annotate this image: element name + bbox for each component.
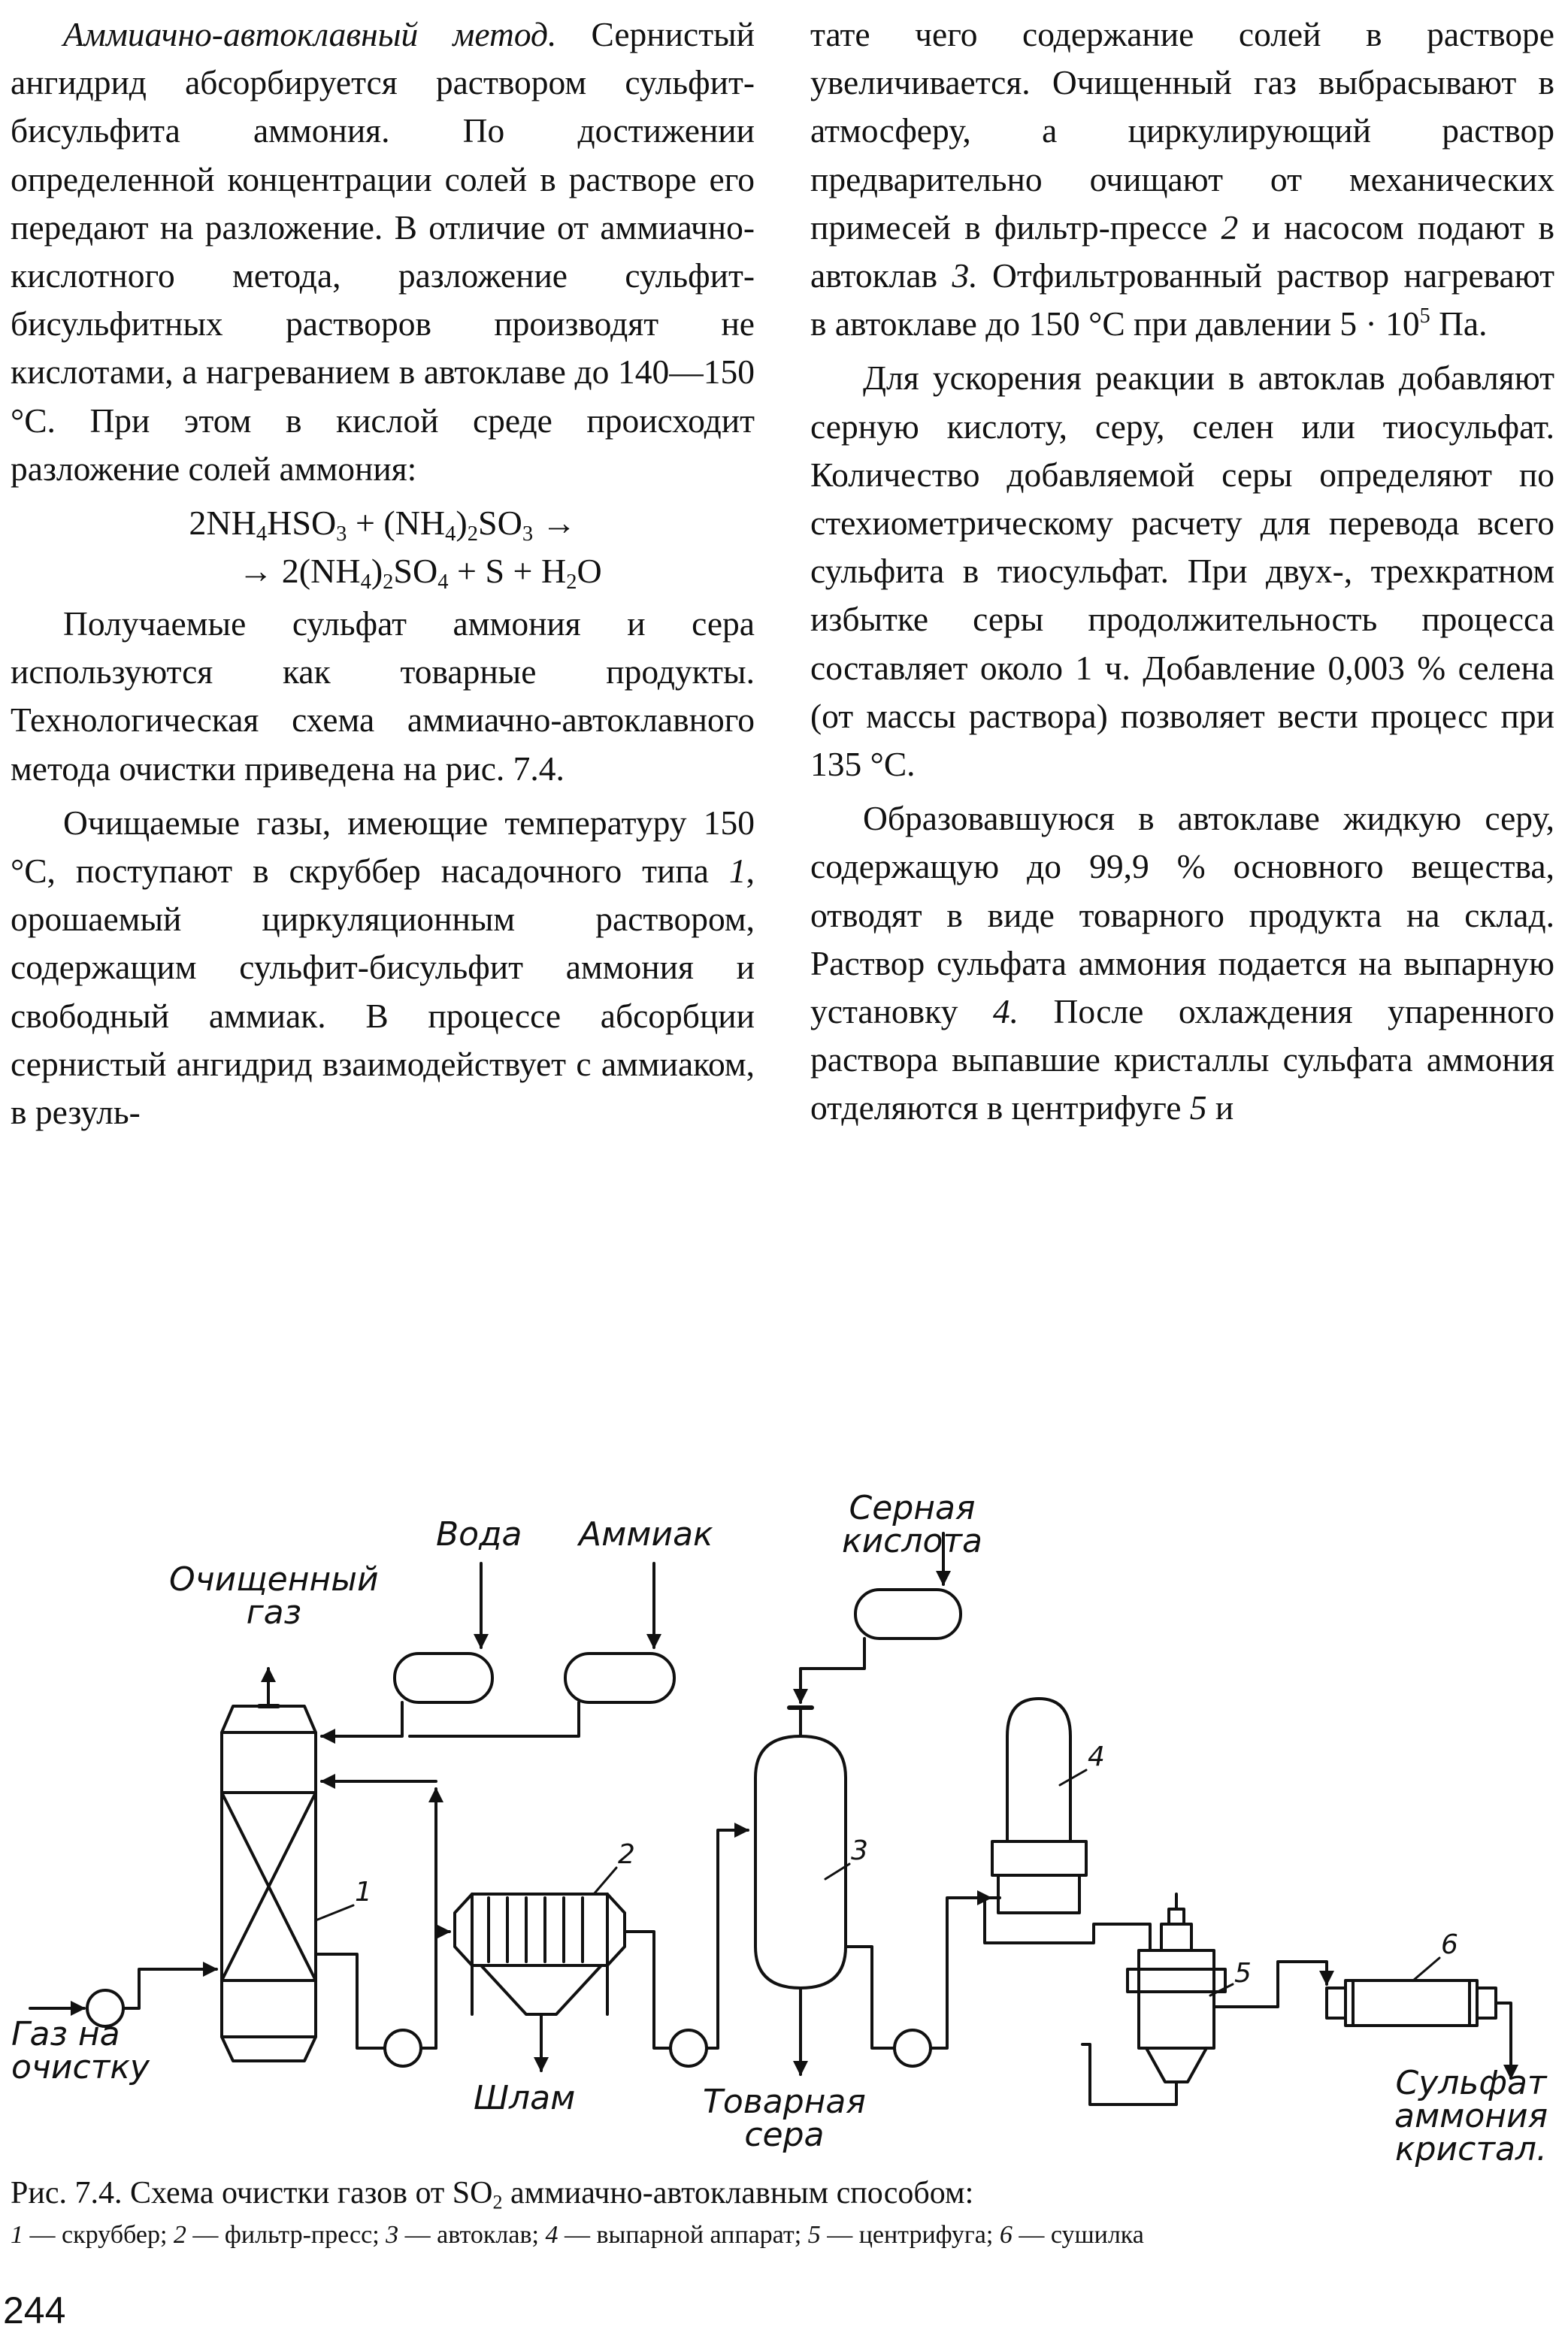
autoclave-discharge-pump: [846, 1898, 991, 2066]
number-6: 6: [1441, 1929, 1458, 1960]
equation-line-1: $2NH_4HSO_3 + (NH_4)_2SO_3$ →: [189, 504, 577, 546]
label-water: Вода: [436, 1515, 522, 1554]
autoclave-3: [755, 1708, 846, 2074]
number-5: 5: [1234, 1958, 1252, 1989]
paragraph-products: Получаемые сульфат аммония и сера используются как товарные продукты. Технологическая схема аммиачно-автоклавного метода очистки приведена на рис. 7.4.: [11, 604, 755, 788]
method-title: Аммиачно-автоклавный метод.: [63, 15, 557, 53]
evaporator-4: [985, 1699, 1150, 1950]
method-intro-text: Сернистый ангидрид абсорбируется раствором сульфит-бисульфита аммония. По достижении определенной концентрации солей в растворе его передают на разложение. В отличие от аммиачно-кислотного метода, разложение сульфит-бисульфитных растворов производят не кислотами, а нагреванием в автоклаве до 140—150 °С. При этом в кислой среде происходит разложение солей аммония:: [11, 15, 755, 488]
scrubber-1: [222, 1669, 316, 2061]
number-2: 2: [618, 1839, 635, 1870]
number-leaders: [316, 1770, 1439, 1996]
label-sulfuric-acid: Серная кислота: [842, 1489, 982, 1560]
right-text-column: [810, 11, 1554, 1133]
number-1: 1: [355, 1877, 372, 1908]
number-3: 3: [851, 1835, 868, 1866]
paragraph-filter-press: тате чего содержание солей в растворе увеличивается. Очищенный газ выбрасывают в атмосферу, а циркулирующий раствор предварительно очищают от механических примесей в фильтр-прессе 2 и насосом подают в автоклав 3. Отфильтрованный раствор нагревают в автоклаве до 150 °С при давлении $5 \cdot 10^5$ Па.: [810, 15, 1554, 343]
ammonia-tank: [565, 1563, 674, 1702]
label-sludge: Шлам: [474, 2079, 576, 2117]
paragraph-method-intro: [11, 11, 755, 493]
label-clean-gas: Очищенный газ: [169, 1560, 379, 1632]
label-ammonium-sulfate: Сульфат аммония кристал.: [1394, 2064, 1548, 2168]
figure-caption: Рис. 7.4. Схема очистки газов от $SO_2$ аммиачно-автоклавным способом:: [11, 2176, 974, 2213]
paragraph-acceleration: Для ускорения реакции в автоклав добавляют серную кислоту, серу, селен или тиосульфат. Количество добавляемой серы определяют по стехиометрическому расчету для перевода всего сульфита в тиосульфат. При двух-, трехкратном избытке серы продолжительность процесса составляет около 1 ч. Добавление 0,003 % селена (от массы раствора) позволяет вести процесс при 135 °С.: [810, 359, 1554, 784]
scrubber-pump: [316, 1954, 436, 2066]
filter-press-2: [436, 1894, 625, 2071]
ammonia-feed-line: [410, 1702, 579, 1736]
left-text-column: [11, 11, 755, 1136]
autoclave-feed-pump: [625, 1830, 748, 2066]
dryer-6: [1214, 1958, 1511, 2078]
page-number: 244: [3, 2289, 66, 2331]
paragraph-scrubber: Очищаемые газы, имеющие температуру 150 °С, поступают в скруббер насадочного типа 1, орошаемый циркуляционным раствором, содержащим сульфит-бисульфит аммония и свободный аммиак. В процессе абсорбции сернистый ангидрид взаимодействует с аммиаком, в резуль-: [11, 803, 755, 1132]
label-sulfur-product: Товарная сера: [703, 2083, 866, 2154]
equation-line-2: → $2(NH_4)_2SO_4 + S + H_2O$: [238, 552, 602, 595]
reaction-equation: [11, 499, 755, 595]
label-ammonia: Аммиак: [579, 1515, 713, 1554]
figure-legend: 1 — скруббер; 2 — фильтр-пресс; 3 — автоклав; 4 — выпарной аппарат; 5 — центрифуга; 6 — сушилка: [11, 2221, 1144, 2249]
paragraph-sulfur-output: Образовавшуюся в автоклаве жидкую серу, содержащую до 99,9 % основного вещества, отводят в виде товарного продукта на склад. Раствор сульфата аммония подается на выпарную установку 4. После охлаждения упаренного раствора выпавшие кристаллы сульфата аммония отделяются в центрифуге 5 и: [810, 799, 1555, 1127]
process-flow-diagram: [0, 1488, 1568, 2168]
water-tank: [395, 1563, 492, 1702]
number-4: 4: [1088, 1741, 1105, 1772]
label-gas-inlet: Газ на очистку: [11, 2015, 150, 2086]
water-feed-line: [322, 1702, 402, 1736]
